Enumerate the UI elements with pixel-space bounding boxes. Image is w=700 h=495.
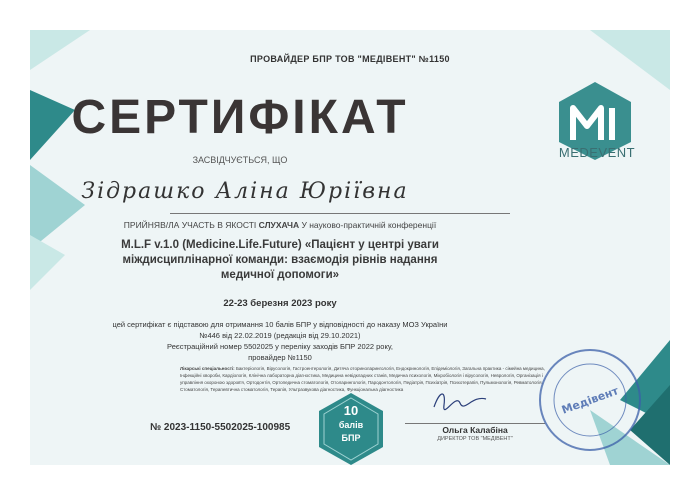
basis-text <box>30 319 600 363</box>
participation-line <box>30 220 600 230</box>
basis-line: №446 від 22.02.2019 (редакція від 29.10.2021) <box>199 331 361 340</box>
certificate-number: № 2023-1150-5502025-100985 <box>150 422 291 433</box>
stamp-label: Медівент <box>560 384 621 417</box>
signer-name: Ольга Калабіна <box>442 425 508 435</box>
basis-line: провайдер №1150 <box>248 353 312 362</box>
conference-title <box>30 238 600 283</box>
specialties-text <box>180 365 560 393</box>
basis-line: Реєстраційний номер 5502025 у переліку заходів БПР 2022 року, <box>167 342 393 351</box>
logo-wordmark: MEDEVENT <box>558 145 636 160</box>
specialties-list: Бактеріологія, Вірусологія, Гастроентерологія, Дитяча оториноларингологія, Ендокринологія, Епідеміологія, Загальна практика - сімейна медицина, Інфекційні хвороби, Кардіологія, Клінічна лабораторна діагностика, Медицина невідкладних станів, Медична психологія, Мікробіологія і вірусологія, Неврологія, Організація і управління охороною здоров'я, Ортодонтія, Ортопедична стоматологія, Отоларингологія, Пародонтологія, Педіатрія, Психіатрія, Психотерапія, Пульмонологія, Ревматологія, Стоматологія, Терапевтична стоматологія, Терапія, Ультразвукова діагностика, Функціональна діагностика <box>180 366 545 392</box>
signature-icon <box>430 385 490 415</box>
provider-line: ПРОВАЙДЕР БПР ТОВ "МЕДІВЕНТ" №1150 <box>250 54 450 64</box>
basis-line: цей сертифікат є підставою для отримання 10 балів БПР у відповідності до наказу МОЗ України <box>112 320 448 329</box>
participation-after: У науково-практичній конференції <box>299 220 437 230</box>
badge-points: 10 <box>343 403 359 418</box>
badge-unit: балів <box>338 420 364 430</box>
conference-line: медичної допомоги» <box>220 269 340 281</box>
specialties-label: Лікарські спеціальності: <box>180 366 235 371</box>
certificate-title: СЕРТИФІКАТ <box>71 91 409 144</box>
conference-line: M.L.F v.1.0 (Medicine.Life.Future) «Пацієнт у центрі уваги <box>121 239 439 251</box>
stamp-icon <box>535 345 645 455</box>
conference-line: міждисциплінарної команди: взаємодія рівнів надання <box>122 254 438 266</box>
conference-dates: 22-23 березня 2023 року <box>223 298 337 309</box>
certificate-subtitle: ЗАСВІДЧУЄТЬСЯ, ЩО <box>192 155 288 165</box>
signature-line <box>405 423 545 424</box>
badge-label: БПР <box>341 433 361 443</box>
signer-role: ДИРЕКТОР ТОВ "МЕДІВЕНТ" <box>437 436 513 442</box>
name-underline <box>170 213 510 214</box>
participation-role: СЛУХАЧА <box>258 220 300 230</box>
recipient-name: Зідрашко Аліна Юріївна <box>81 179 409 204</box>
participation-before: ПРИЙНЯВ/ЛА УЧАСТЬ В ЯКОСТІ <box>123 220 259 230</box>
certificate-card <box>30 30 670 465</box>
